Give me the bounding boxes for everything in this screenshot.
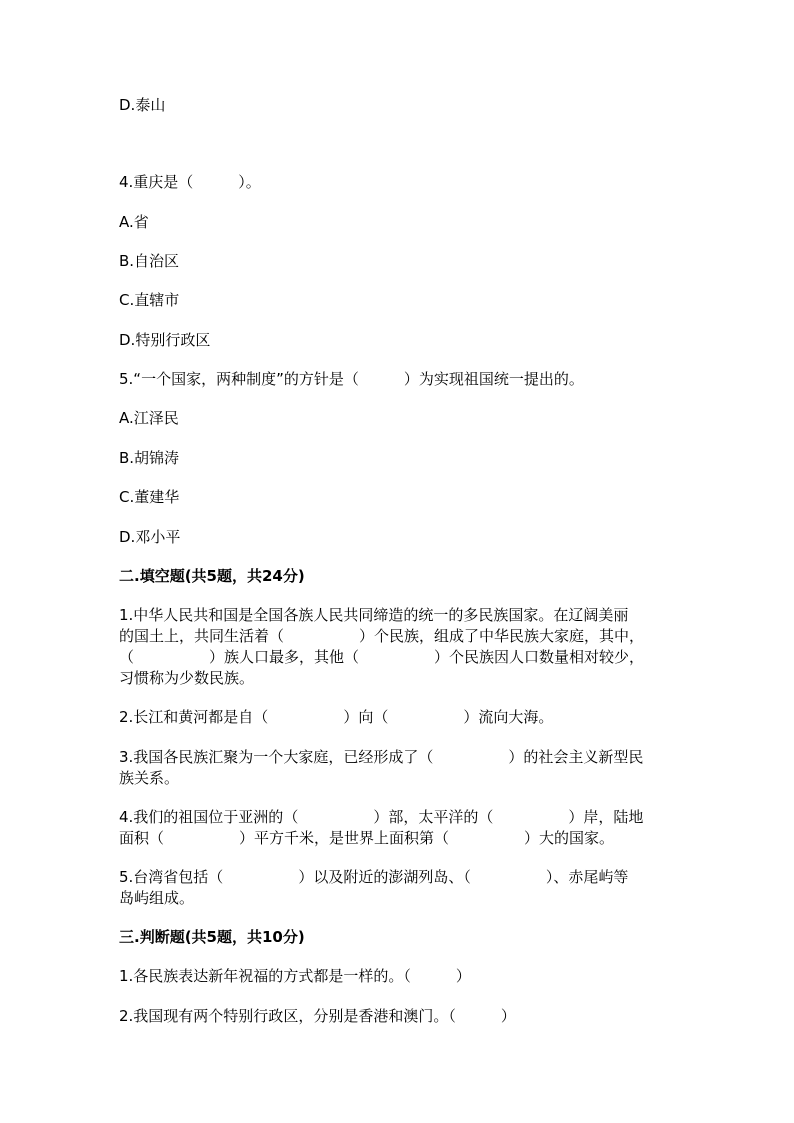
fill-q5-line1: 5.台湾省包括（ ）以及附近的澎湖列岛、（ ）、赤尾屿等	[119, 868, 629, 886]
fill-q2-line1: 2.长江和黄河都是自（ ）向（ ）流向大海。	[119, 708, 554, 726]
fill-q1-line1: 1.中华人民共和国是全国各族人民共同缔造的统一的多民族国家。在辽阔美丽	[119, 606, 629, 624]
fill-q4-line1: 4.我们的祖国位于亚洲的（ ）部，太平洋的（ ）岸，陆地	[119, 808, 644, 826]
q5-option-d: D.邓小平	[119, 528, 181, 546]
q5-stem: 5.“一个国家，两种制度”的方针是（ ）为实现祖国统一提出的。	[119, 370, 584, 388]
judge-q2: 2.我国现有两个特别行政区，分别是香港和澳门。（ ）	[119, 1007, 516, 1025]
q5-option-b: B.胡锦涛	[119, 449, 180, 467]
q4-option-a: A.省	[119, 213, 149, 231]
q5-option-c: C.董建华	[119, 488, 180, 506]
q4-stem: 4.重庆是（ ）。	[119, 173, 261, 191]
judge-q1: 1.各民族表达新年祝福的方式都是一样的。（ ）	[119, 967, 471, 985]
q5-option-a: A.江泽民	[119, 409, 179, 427]
q4-option-d: D.特别行政区	[119, 331, 211, 349]
fill-q3-line1: 3.我国各民族汇聚为一个大家庭，已经形成了（ ）的社会主义新型民	[119, 748, 644, 766]
section3-heading: 三.判断题(共5题，共10分)	[119, 928, 305, 946]
q3-option-d: D.泰山	[119, 96, 166, 114]
fill-q1-line3: （ ）族人口最多，其他（ ）个民族因人口数量相对较少，	[119, 648, 645, 666]
fill-q4-line2: 面积（ ）平方千米，是世界上面积第（ ）大的国家。	[119, 829, 615, 847]
fill-q1-line2: 的国土上，共同生活着（ ）个民族，组成了中华民族大家庭，其中，	[119, 627, 645, 645]
fill-q1-line4: 习惯称为少数民族。	[119, 669, 255, 687]
q4-option-b: B.自治区	[119, 252, 180, 270]
fill-q3-line2: 族关系。	[119, 769, 180, 787]
fill-q5-line2: 岛屿组成。	[119, 889, 195, 907]
section2-heading: 二.填空题(共5题，共24分)	[119, 567, 305, 585]
q4-option-c: C.直辖市	[119, 291, 180, 309]
